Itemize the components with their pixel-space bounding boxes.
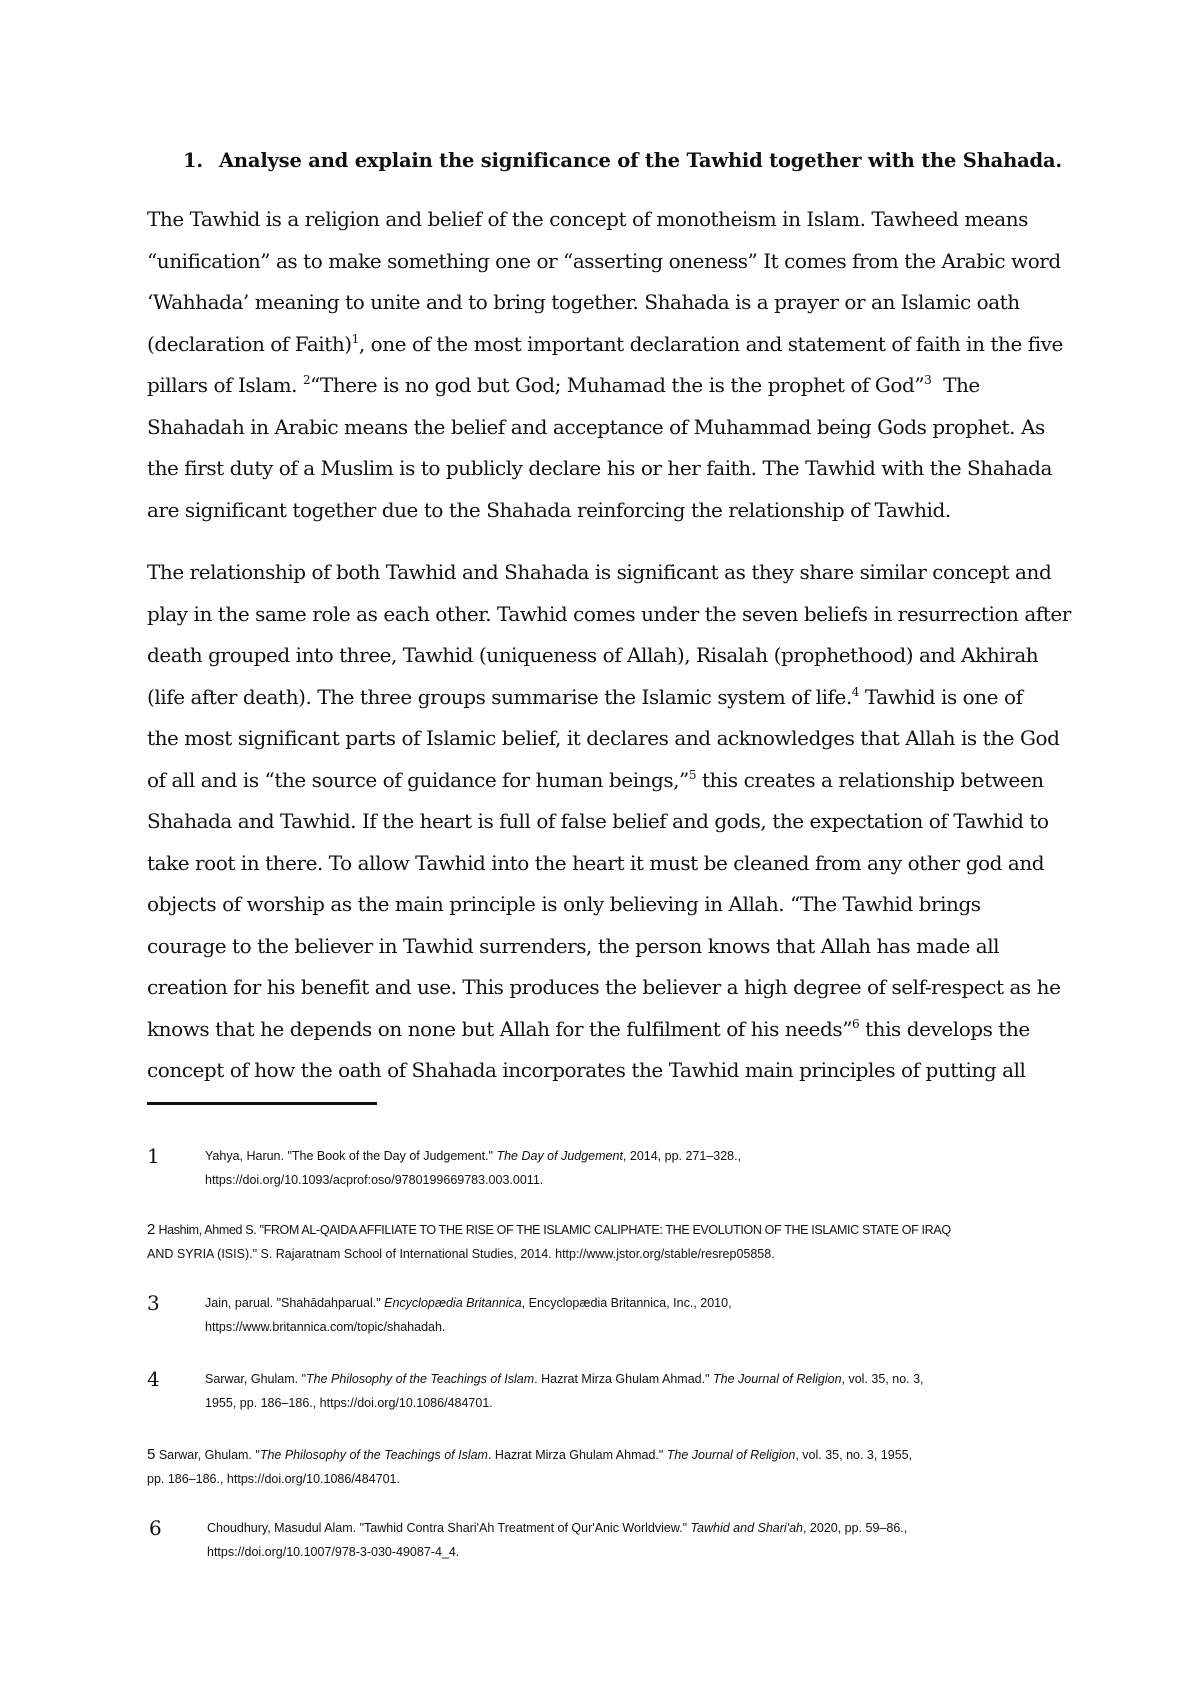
footnote-text	[205, 1367, 1065, 1415]
paragraph-2	[147, 552, 1071, 1092]
italic-journal: The Journal of Religion	[666, 1448, 796, 1462]
footnote-link[interactable]: https://www.britannica.com/topic/shahadah.	[205, 1320, 446, 1334]
footnote-number: 4	[147, 1367, 160, 1391]
text-run: , Encyclopædia Britannica, Inc., 2010,	[521, 1296, 732, 1310]
footnote-ref-1[interactable]: 1	[351, 331, 359, 346]
text-run: (declaration of Faith)	[147, 331, 352, 356]
italic-title: The Philosophy of the Teachings of Islam	[306, 1372, 535, 1386]
italic-title: The Philosophy of the Teachings of Islam	[259, 1448, 488, 1462]
footnote-line	[147, 1443, 1007, 1467]
paragraph-line: are significant together due to the Shahada reinforcing the relationship of Tawhid.	[147, 497, 951, 522]
text-run: (life after death). The three groups summarise the Islamic system of life.	[147, 684, 852, 709]
text-run: knows that he depends on none but Allah for the fulfilment of his needs”	[147, 1016, 852, 1041]
italic-journal: The Journal of Religion	[712, 1372, 842, 1386]
text-run: , vol. 35, no. 3,	[841, 1372, 924, 1386]
footnote-ref-3[interactable]: 3	[924, 373, 932, 387]
footnote-text	[147, 1218, 1007, 1266]
italic-title: Encyclopædia Britannica	[384, 1296, 522, 1310]
text-run: , 2020, pp. 59–86.,	[802, 1521, 908, 1535]
footnote-line	[207, 1516, 1067, 1540]
text-run: this develops the	[859, 1016, 1030, 1041]
text-run: , 2014, pp. 271–328.,	[622, 1149, 742, 1163]
paragraph-line	[147, 324, 1067, 366]
text-run: pillars of Islam.	[147, 373, 303, 397]
footnote-line	[205, 1367, 1065, 1391]
heading-text: Analyse and explain the significance of the Tawhid together with the Shahada.	[219, 149, 1062, 172]
footnote-number: 6	[149, 1516, 162, 1540]
paragraph-line	[147, 677, 1067, 719]
footnote-number: 2	[147, 1221, 156, 1238]
footnote-text	[205, 1144, 1065, 1192]
footnote-link[interactable]: https://doi.org/10.1007/978-3-030-49087-4_4.	[207, 1545, 460, 1559]
footnote-number: 1	[147, 1144, 160, 1168]
paragraph-line	[147, 365, 1067, 407]
heading-number: 1.	[183, 149, 203, 172]
footnote-link[interactable]: pp. 186–186., https://doi.org/10.1086/484701.	[147, 1472, 400, 1486]
text-run: Tawhid is one of	[858, 684, 1023, 709]
paragraph-line: ‘Wahhada’ meaning to unite and to bring together. Shahada is a prayer or an Islamic oath	[147, 290, 1020, 314]
footnote-ref-2[interactable]: 2	[302, 373, 311, 387]
text-run: Sarwar, Ghulam. "	[205, 1372, 307, 1386]
paragraph-line: The relationship of both Tawhid and Shahada is significant as they share similar concept and	[147, 560, 1052, 584]
footnote-ref-5[interactable]: 5	[688, 767, 697, 782]
footnote-ref-4[interactable]: 4	[851, 684, 859, 699]
text-run: Choudhury, Masudul Alam. "Tawhid Contra Shari'Ah Treatment of Qur'Anic Worldview."	[207, 1521, 691, 1535]
text-run: , vol. 35, no. 3, 1955,	[795, 1448, 913, 1462]
text-run: Hashim, Ahmed S. "FROM AL-QAIDA AFFILIATE TO THE RISE OF THE ISLAMIC CALIPHATE: THE EVOLUTION OF THE ISLAMIC STATE OF IRAQ	[155, 1223, 951, 1237]
paragraph-line: the first duty of a Muslim is to publicly declare his or her faith. The Tawhid with the Shahada	[147, 456, 1052, 480]
text-run: Yahya, Harun. "The Book of the Day of Judgement."	[205, 1149, 497, 1163]
paragraph-line	[147, 1009, 1067, 1051]
paragraph-line: concept of how the oath of Shahada incorporates the Tawhid main principles of putting all	[147, 1058, 1026, 1082]
footnote-line	[205, 1144, 1065, 1168]
text-run: The	[931, 373, 980, 397]
paragraph-line: the most significant parts of Islamic belief, it declares and acknowledges that Allah is the God	[147, 726, 1060, 750]
text-run: of all and is “the source of guidance for human beings,”	[147, 767, 689, 792]
paragraph-line: The Tawhid is a religion and belief of the concept of monotheism in Islam. Tawheed means	[147, 207, 1028, 231]
footnote-number: 3	[147, 1291, 160, 1315]
text-run: Sarwar, Ghulam. "	[155, 1448, 260, 1462]
italic-title: The Day of Judgement	[496, 1149, 623, 1163]
paragraph-line: “unification” as to make something one or “asserting oneness” It comes from the Arabic word	[147, 248, 1061, 273]
italic-title: Tawhid and Shari'ah	[690, 1521, 803, 1535]
paragraph-line: Shahadah in Arabic means the belief and acceptance of Muhammad being Gods prophet. As	[147, 414, 1045, 439]
text-run: this creates a relationship between	[696, 767, 1044, 792]
footnote-number: 5	[147, 1446, 156, 1463]
paragraph-line	[147, 760, 1067, 802]
footnote-ref-6[interactable]: 6	[852, 1016, 860, 1031]
footnote-line	[147, 1218, 1007, 1242]
footnote-text	[205, 1291, 1065, 1339]
footnote-link[interactable]: 1955, pp. 186–186., https://doi.org/10.1086/484701.	[205, 1396, 493, 1410]
text-run: “There is no god but God; Muhamad the is the prophet of God”	[310, 373, 925, 397]
footnote-line	[205, 1291, 1065, 1315]
paragraph-line: objects of worship as the main principle is only believing in Allah. “The Tawhid brings	[147, 892, 981, 916]
footnote-line[interactable]: AND SYRIA (ISIS)." S. Rajaratnam School of International Studies, 2014. http://www.jstor.org/stable/resrep05858.	[147, 1247, 775, 1261]
footnote-separator	[147, 1102, 377, 1105]
footnote-text	[207, 1516, 1067, 1564]
paragraph-line: play in the same role as each other. Tawhid comes under the seven beliefs in resurrection after	[147, 601, 1071, 626]
text-run: Jain, parual. "Shahādahparual."	[205, 1296, 385, 1310]
footnote-text	[147, 1443, 1007, 1491]
paragraph-line: death grouped into three, Tawhid (uniqueness of Allah), Risalah (prophethood) and Akhirah	[147, 643, 1039, 667]
paragraph-line: creation for his benefit and use. This produces the believer a high degree of self-respect as he	[147, 975, 1061, 999]
paragraph-1	[147, 199, 1067, 531]
paragraph-line: take root in there. To allow Tawhid into the heart it must be cleaned from any other god and	[147, 850, 1045, 875]
text-run: . Hazrat Mirza Ghulam Ahmad."	[487, 1448, 667, 1462]
text-run: . Hazrat Mirza Ghulam Ahmad."	[534, 1372, 713, 1386]
footnote-link[interactable]: https://doi.org/10.1093/acprof:oso/9780199669783.003.0011.	[205, 1173, 544, 1187]
paragraph-line: courage to the believer in Tawhid surrenders, the person knows that Allah has made all	[147, 933, 1000, 958]
text-run: , one of the most important declaration and statement of faith in the five	[358, 331, 1063, 356]
paragraph-line: Shahada and Tawhid. If the heart is full of false belief and gods, the expectation of Tawhid to	[147, 809, 1049, 833]
